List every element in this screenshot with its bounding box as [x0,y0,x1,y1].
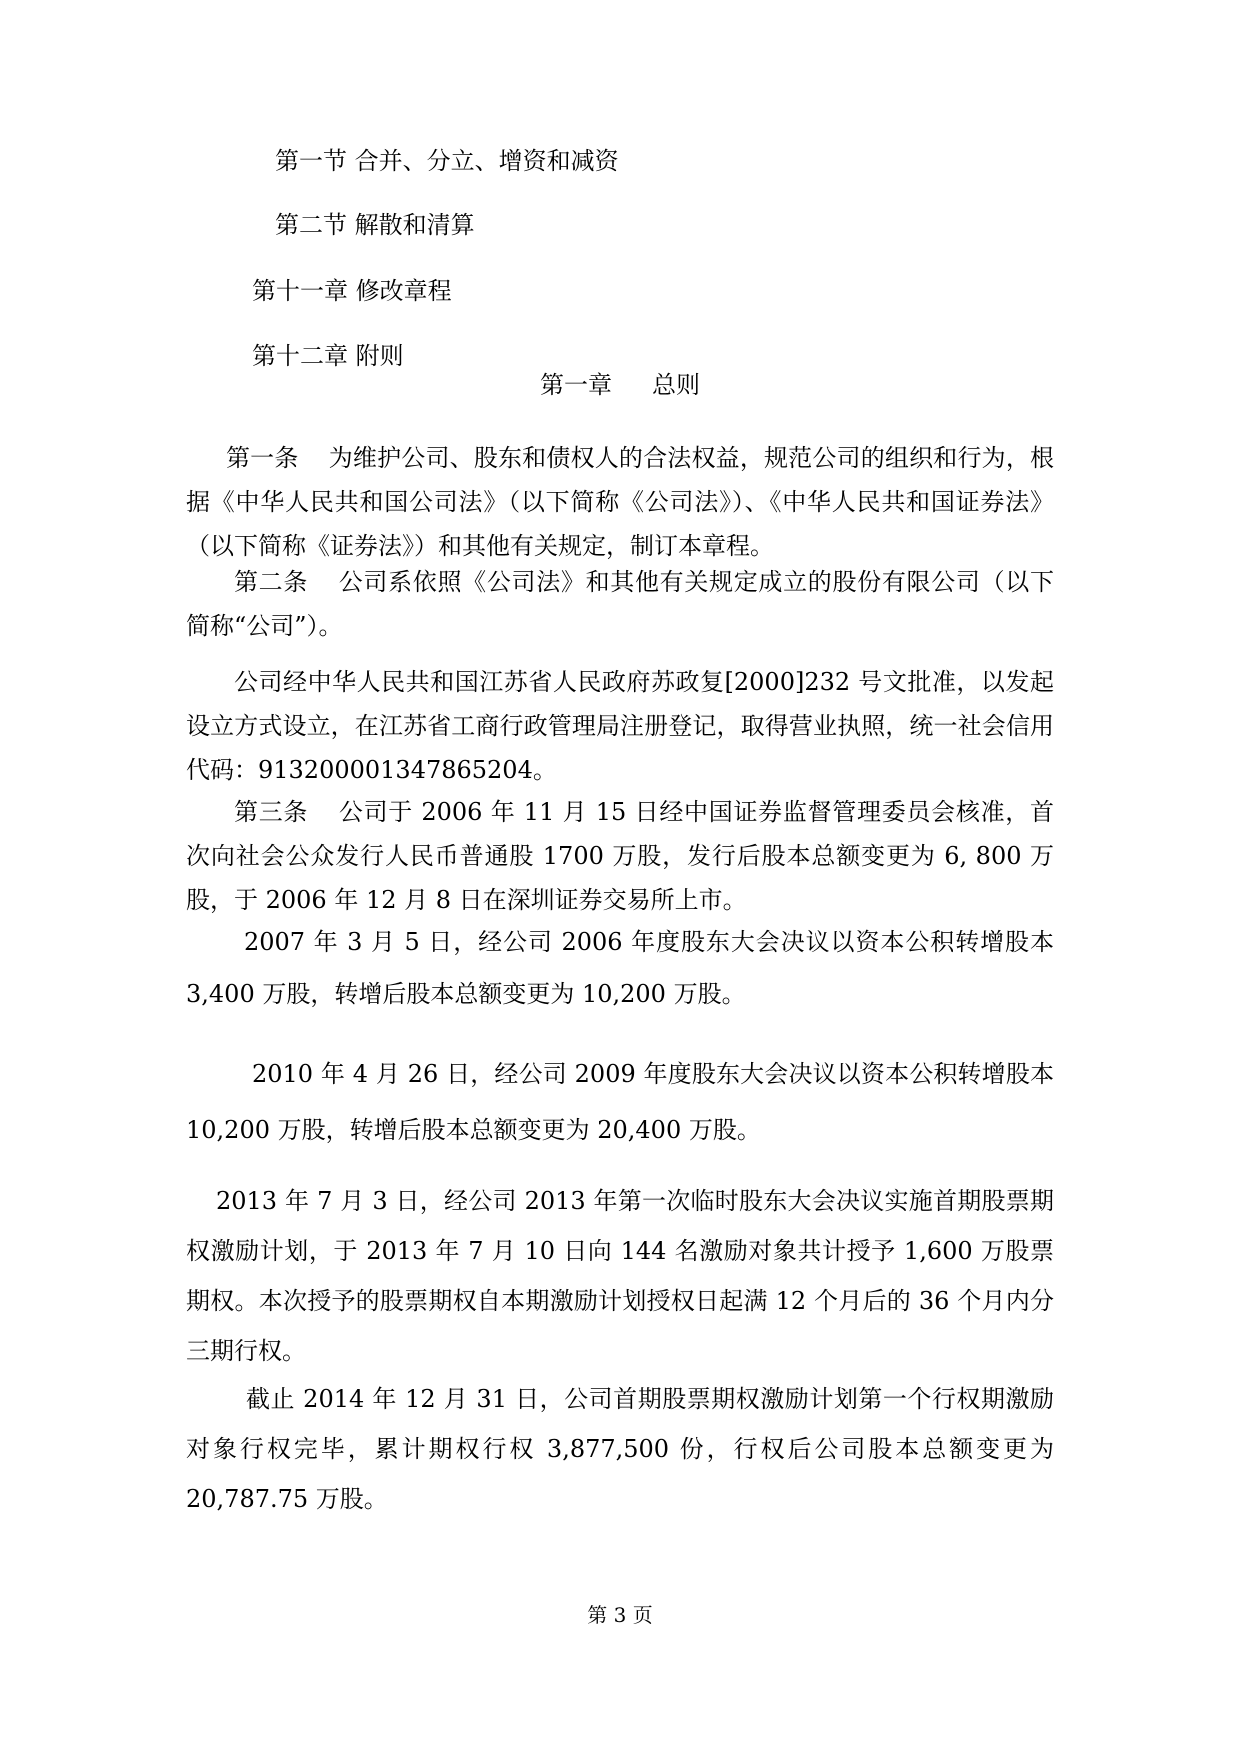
toc-chapter-12: 第十二章 附则 [252,342,404,370]
article-2-label: 第二条 [234,568,309,596]
article-2 [186,560,1054,648]
article-2-text: 公司系依照《公司法》和其他有关规定成立的股份有限公司（以下简称“公司”）。 [186,568,1054,640]
paragraph-2013: 2013 年 7 月 3 日，经公司 2013 年第一次临时股东大会决议实施首期股票期权激励计划，于 2013 年 7 月 10 日向 144 名激励对象共计授予 1,600 万股票期权。本次授予的股票期权自本期激励计划授权日起满 12 个月后的 36 个月内分三期行权。 [186,1187,1054,1365]
chapter-title [0,370,1240,400]
toc-section-2: 第二节 解散和清算 [275,211,475,239]
article-1-text: 为维护公司、股东和债权人的合法权益，规范公司的组织和行为，根据《中华人民共和国公司法》（以下简称《公司法》）、《中华人民共和国证券法》（以下简称《证券法》）和其他有关规定，制订本章程。 [186,444,1054,560]
article-1-label: 第一条 [226,444,299,472]
article-3 [186,790,1054,922]
page-number: 第 3 页 [587,1603,653,1627]
article-3-label: 第三条 [234,798,309,826]
article-2-paragraph-2: 公司经中华人民共和国江苏省人民政府苏政复[2000]232 号文批准，以发起设立方式设立，在江苏省工商行政管理局注册登记，取得营业执照，统一社会信用代码：913200001347865204。 [186,668,1054,784]
toc-section-1: 第一节 合并、分立、增资和减资 [275,147,619,175]
paragraph-2014: 截止 2014 年 12 月 31 日，公司首期股票期权激励计划第一个行权期激励对象行权完毕，累计期权行权 3,877,500 份，行权后公司股本总额变更为 20,787.75 万股。 [186,1385,1054,1513]
paragraph-2010: 2010 年 4 月 26 日，经公司 2009 年度股东大会决议以资本公积转增股本 10,200 万股，转增后股本总额变更为 20,400 万股。 [186,1060,1054,1144]
article-3-text: 公司于 2006 年 11 月 15 日经中国证券监督管理委员会核准，首次向社会公众发行人民币普通股 1700 万股，发行后股本总额变更为 6, 800 万股，于 2006 年 12 月 8 日在深圳证券交易所上市。 [186,798,1054,914]
toc-chapter-11: 第十一章 修改章程 [252,277,452,305]
article-1 [186,436,1054,568]
chapter-number: 第一章 [540,371,612,399]
chapter-name: 总则 [652,371,700,399]
paragraph-2007: 2007 年 3 月 5 日，经公司 2006 年度股东大会决议以资本公积转增股本 3,400 万股，转增后股本总额变更为 10,200 万股。 [186,928,1054,1008]
